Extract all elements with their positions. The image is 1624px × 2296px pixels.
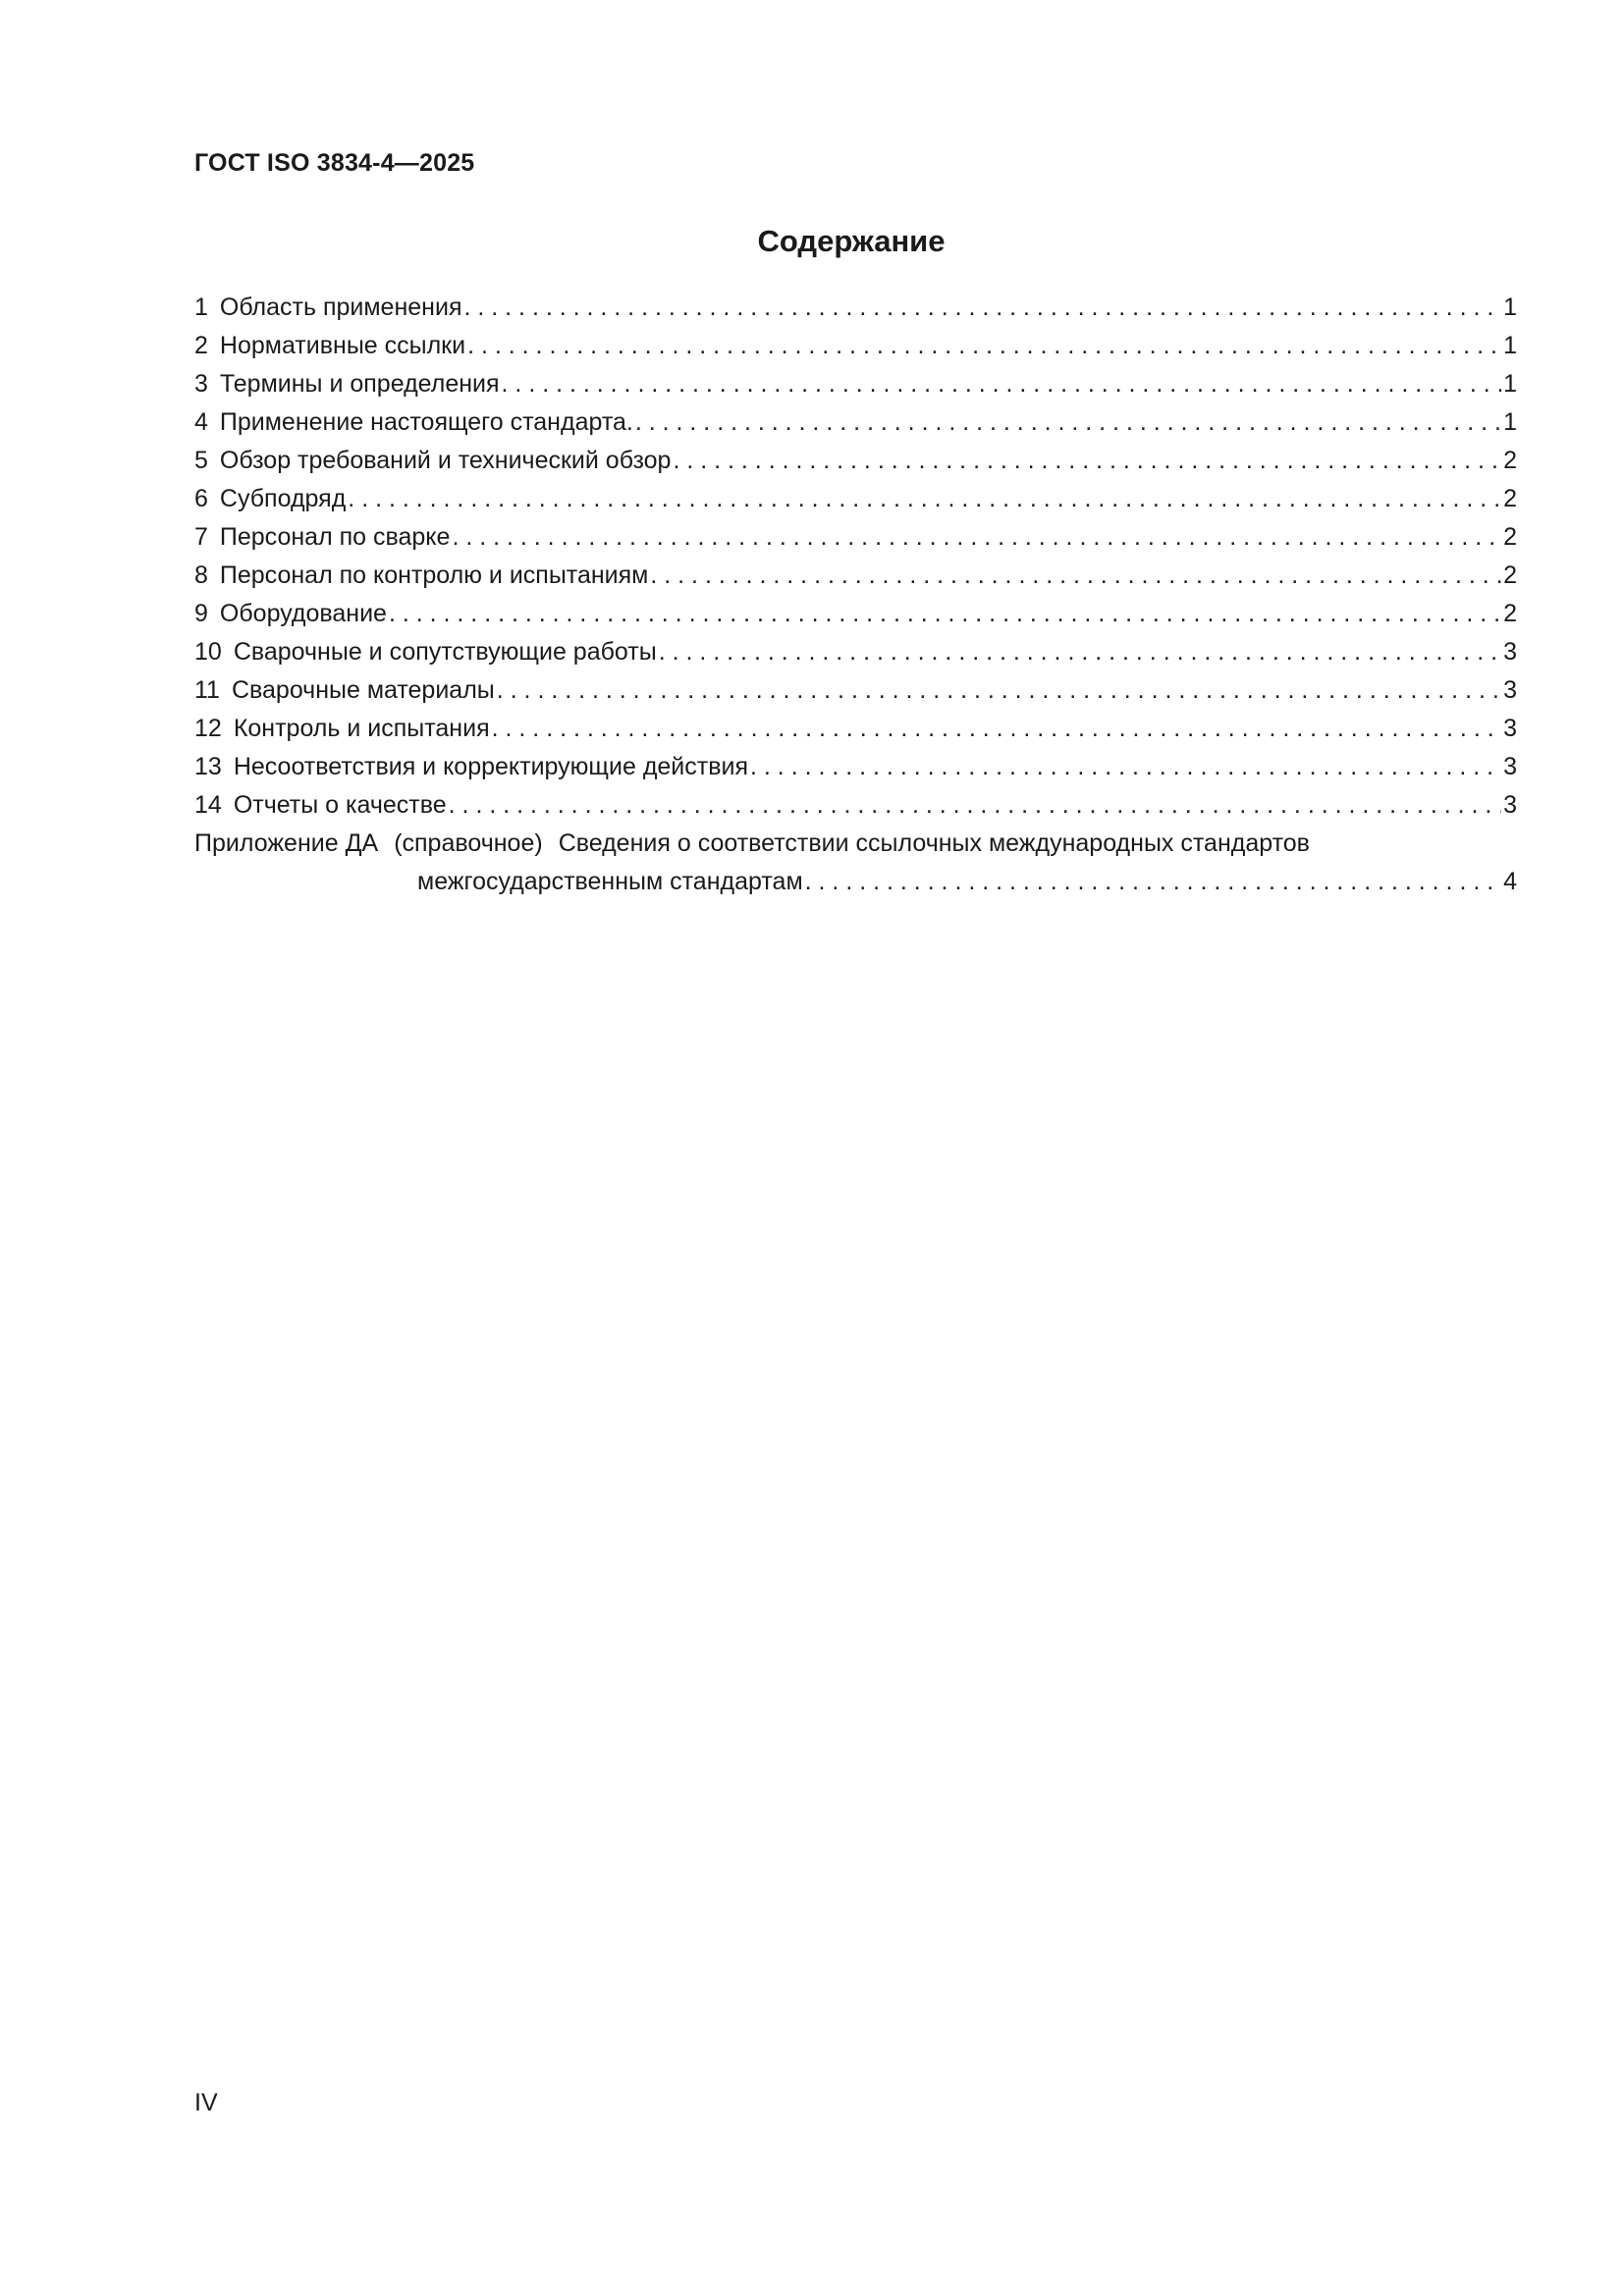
toc-entry[interactable] [194,671,1517,710]
toc-entry-number: 6 [194,485,208,512]
dot-leader [389,595,1501,633]
appendix-title-line1: Сведения о соответствии ссылочных международных стандартов [558,829,1310,857]
toc-entry-number: 5 [194,447,208,474]
toc-entry-label: Контроль и испытания [233,715,490,742]
dot-leader [467,327,1501,365]
toc-title: Содержание [757,224,946,258]
document-designation: ГОСТ ISO 3834-4—2025 [194,149,475,177]
toc-entry[interactable] [194,557,1517,595]
toc-entry[interactable] [194,786,1517,825]
toc-entry-label: Персонал по контролю и испытаниям [219,561,649,589]
toc-entry-page: 1 [1503,332,1517,359]
toc-entry-number: 7 [194,523,208,551]
toc-entry-number: 13 [194,753,222,780]
table-of-contents [194,289,1517,901]
toc-entry-page: 1 [1503,294,1517,321]
toc-entry-appendix[interactable] [194,825,1517,901]
toc-entry-label: Область применения [219,294,462,321]
toc-entry-label: Применение настоящего стандарта. [219,408,633,436]
toc-entry-number: 9 [194,600,208,627]
toc-entry-label: Сварочные и сопутствующие работы [233,638,657,666]
toc-entry-label: Сварочные материалы [231,676,495,704]
toc-entry-page: 2 [1503,485,1517,512]
toc-entry-number: 12 [194,715,222,742]
toc-entry-label: Нормативные ссылки [219,332,466,359]
toc-entry[interactable] [194,710,1517,748]
toc-entry-page: 2 [1503,600,1517,627]
toc-entry-number: 14 [194,791,222,819]
dot-leader [463,289,1501,327]
toc-entry-label: Термины и определения [219,370,500,398]
toc-entry-number: 1 [194,294,208,321]
appendix-title-line2: межгосударственным стандартам [417,868,803,895]
toc-entry-page: 3 [1503,715,1517,742]
dot-leader [750,748,1501,786]
toc-entry-page: 2 [1503,561,1517,589]
dot-leader [348,480,1501,518]
dot-leader [492,710,1501,748]
toc-entry-page: 3 [1503,791,1517,819]
toc-entry-page: 1 [1503,408,1517,436]
dot-leader [650,557,1501,595]
toc-entry-number: 8 [194,561,208,589]
dot-leader [673,442,1501,480]
toc-entry-number: 2 [194,332,208,359]
toc-entry-page: 1 [1503,370,1517,398]
dot-leader [449,786,1501,825]
appendix-page: 4 [1503,868,1517,895]
toc-entry[interactable] [194,327,1517,365]
dot-leader [502,365,1502,403]
toc-entry[interactable] [194,403,1517,442]
dot-leader [805,863,1501,901]
toc-entry-label: Обзор требований и технический обзор [219,447,672,474]
toc-entry-page: 3 [1503,676,1517,704]
toc-entry[interactable] [194,633,1517,671]
toc-entry-page: 2 [1503,523,1517,551]
appendix-type: (справочное) [394,829,543,857]
dot-leader [497,671,1501,710]
toc-entry-number: 11 [194,676,220,704]
toc-entry[interactable] [194,595,1517,633]
toc-entry-number: 3 [194,370,208,398]
toc-entry-page: 3 [1503,638,1517,666]
page-number: IV [194,2089,218,2116]
toc-entry[interactable] [194,748,1517,786]
toc-entry-label: Оборудование [219,600,387,627]
toc-entry-label: Субподряд [219,485,347,512]
toc-entry-page: 3 [1503,753,1517,780]
toc-entry[interactable] [194,289,1517,327]
toc-entry[interactable] [194,518,1517,557]
dot-leader [659,633,1501,671]
toc-entry-page: 2 [1503,447,1517,474]
toc-entry[interactable] [194,442,1517,480]
toc-entry[interactable] [194,480,1517,518]
toc-entry-label: Несоответствия и корректирующие действия [233,753,749,780]
dot-leader [452,518,1501,557]
toc-entry-label: Отчеты о качестве [233,791,447,819]
appendix-prefix: Приложение ДА [194,829,379,857]
toc-entry-number: 4 [194,408,208,436]
toc-entry-number: 10 [194,638,222,666]
toc-entry-label: Персонал по сварке [219,523,451,551]
dot-leader [635,403,1501,442]
toc-entry[interactable] [194,365,1517,403]
